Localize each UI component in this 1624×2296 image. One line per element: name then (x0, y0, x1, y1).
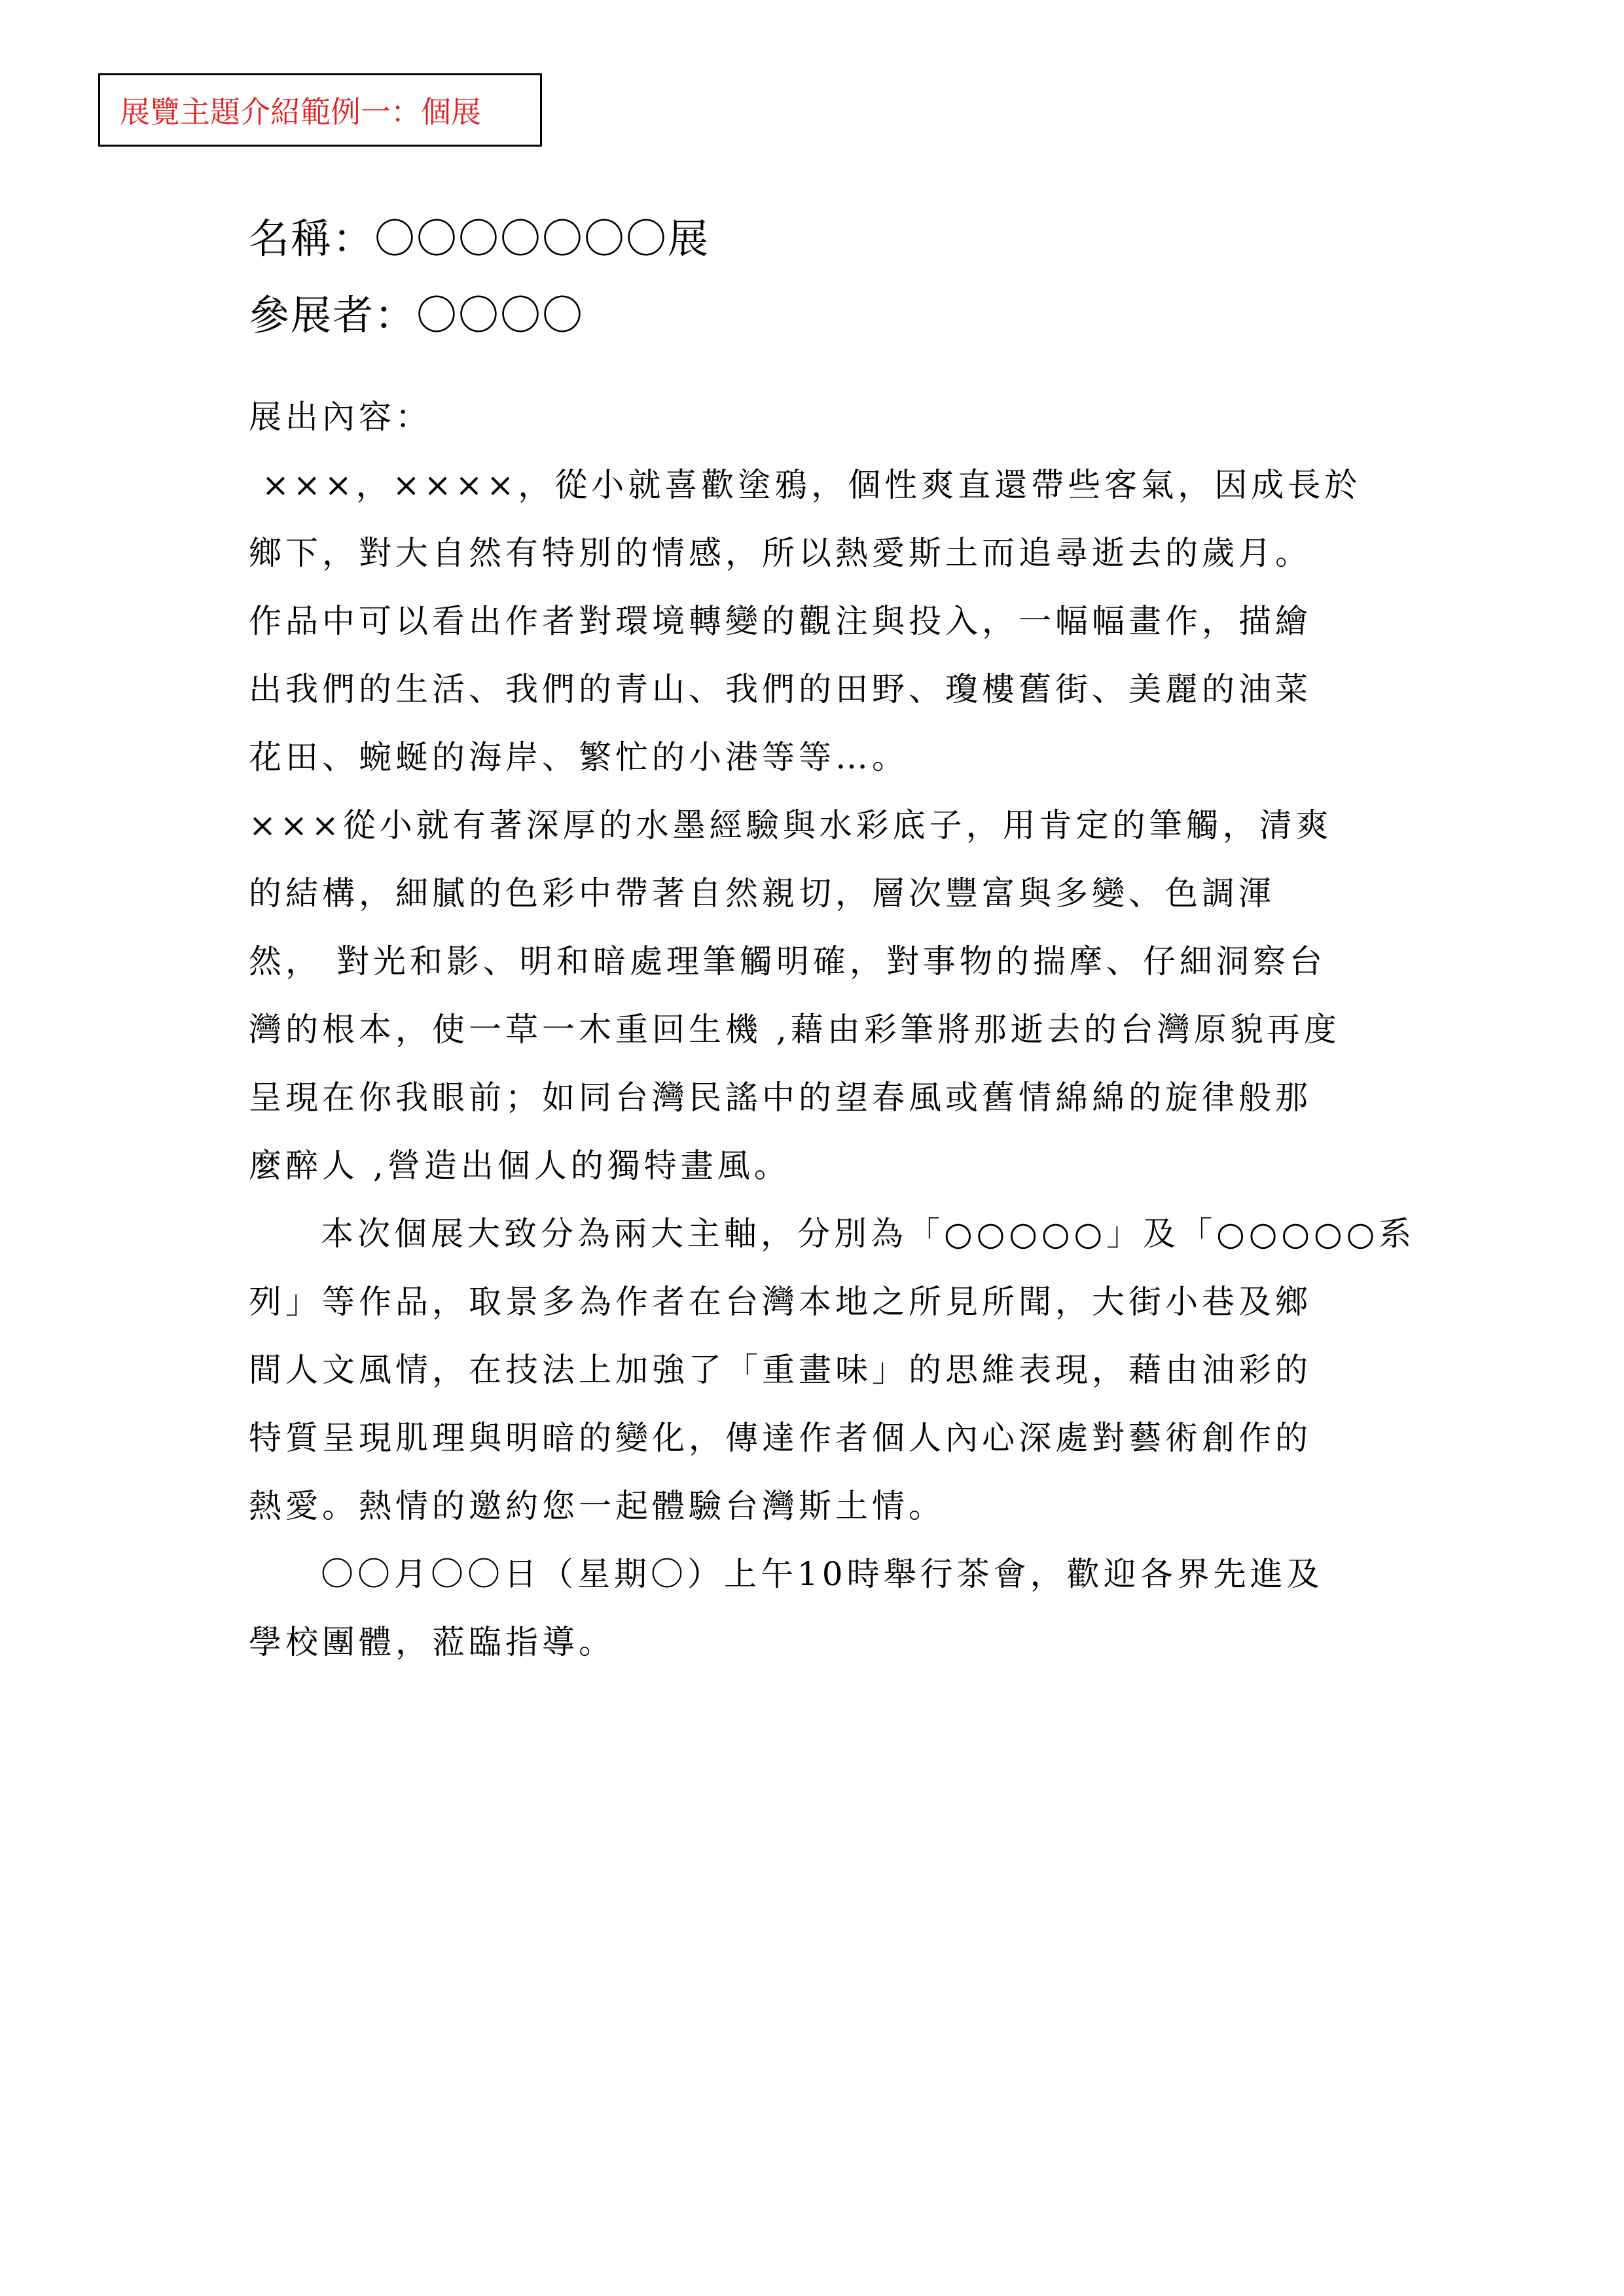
paragraph-line: 花田、蜿蜒的海岸、繁忙的小港等等…。 (249, 738, 909, 776)
paragraph-line: 然， 對光和影、明和暗處理筆觸明確，對事物的揣摩、仔細洞察台 (249, 942, 1326, 980)
example-label: 展覽主題介紹範例一：個展 (120, 95, 481, 129)
paragraph-line: 間人文風情，在技法上加強了「重畫味」的思維表現，藉由油彩的 (249, 1351, 1312, 1389)
paragraph-line: ×××，××××，從小就喜歡塗鴉，個性爽直還帶些客氣，因成長於 (262, 466, 1362, 504)
exhibition-participant: 參展者：〇〇〇〇 (249, 291, 585, 339)
content-title: 展出內容： (249, 398, 432, 436)
paragraph-line: 列」等作品，取景多為作者在台灣本地之所見所聞，大街小巷及鄉 (249, 1283, 1312, 1321)
paragraph-line: ×××從小就有著深厚的水墨經驗與水彩底子，用肯定的筆觸，清爽 (249, 806, 1333, 844)
paragraph-line: 出我們的生活、我們的青山、我們的田野、瓊樓舊街、美麗的油菜 (249, 670, 1312, 708)
exhibition-name: 名稱：〇〇〇〇〇〇〇展 (249, 215, 710, 262)
paragraph-line: 本次個展大致分為兩大主軸，分別為「○○○○○」及「○○○○○系 (321, 1215, 1416, 1253)
paragraph-line: 學校團體，蒞臨指導。 (249, 1623, 615, 1661)
exhibition-content (249, 383, 1416, 1676)
paragraph-4 (249, 1540, 1388, 1676)
paragraph-2 (249, 791, 1388, 1200)
paragraph-line: 麼醉人 ,營造出個人的獨特畫風。 (249, 1147, 791, 1185)
paragraph-line: 作品中可以看出作者對環境轉變的觀注與投入，一幅幅畫作，描繪 (249, 602, 1312, 640)
paragraph-line: 〇〇月〇〇日（星期〇）上午10時舉行茶會，歡迎各界先進及 (321, 1555, 1324, 1593)
example-label-box (98, 73, 542, 147)
paragraph-3 (249, 1200, 1416, 1540)
paragraph-line: 灣的根本，使一草一木重回生機 ,藉由彩筆將那逝去的台灣原貌再度 (249, 1011, 1341, 1049)
paragraph-line: 特質呈現肌理與明暗的變化，傳達作者個人內心深處對藝術創作的 (249, 1419, 1312, 1457)
paragraph-line: 鄉下，對大自然有特別的情感，所以熱愛斯土而追尋逝去的歲月。 (249, 534, 1312, 572)
paragraph-1 (249, 451, 1388, 791)
paragraph-line: 呈現在你我眼前；如同台灣民謠中的望春風或舊情綿綿的旋律般那 (249, 1079, 1312, 1117)
paragraph-line: 的結構，細膩的色彩中帶著自然親切，層次豐富與多變、色調渾 (249, 874, 1275, 912)
paragraph-line: 熱愛。熱情的邀約您一起體驗台灣斯土情。 (249, 1487, 945, 1525)
